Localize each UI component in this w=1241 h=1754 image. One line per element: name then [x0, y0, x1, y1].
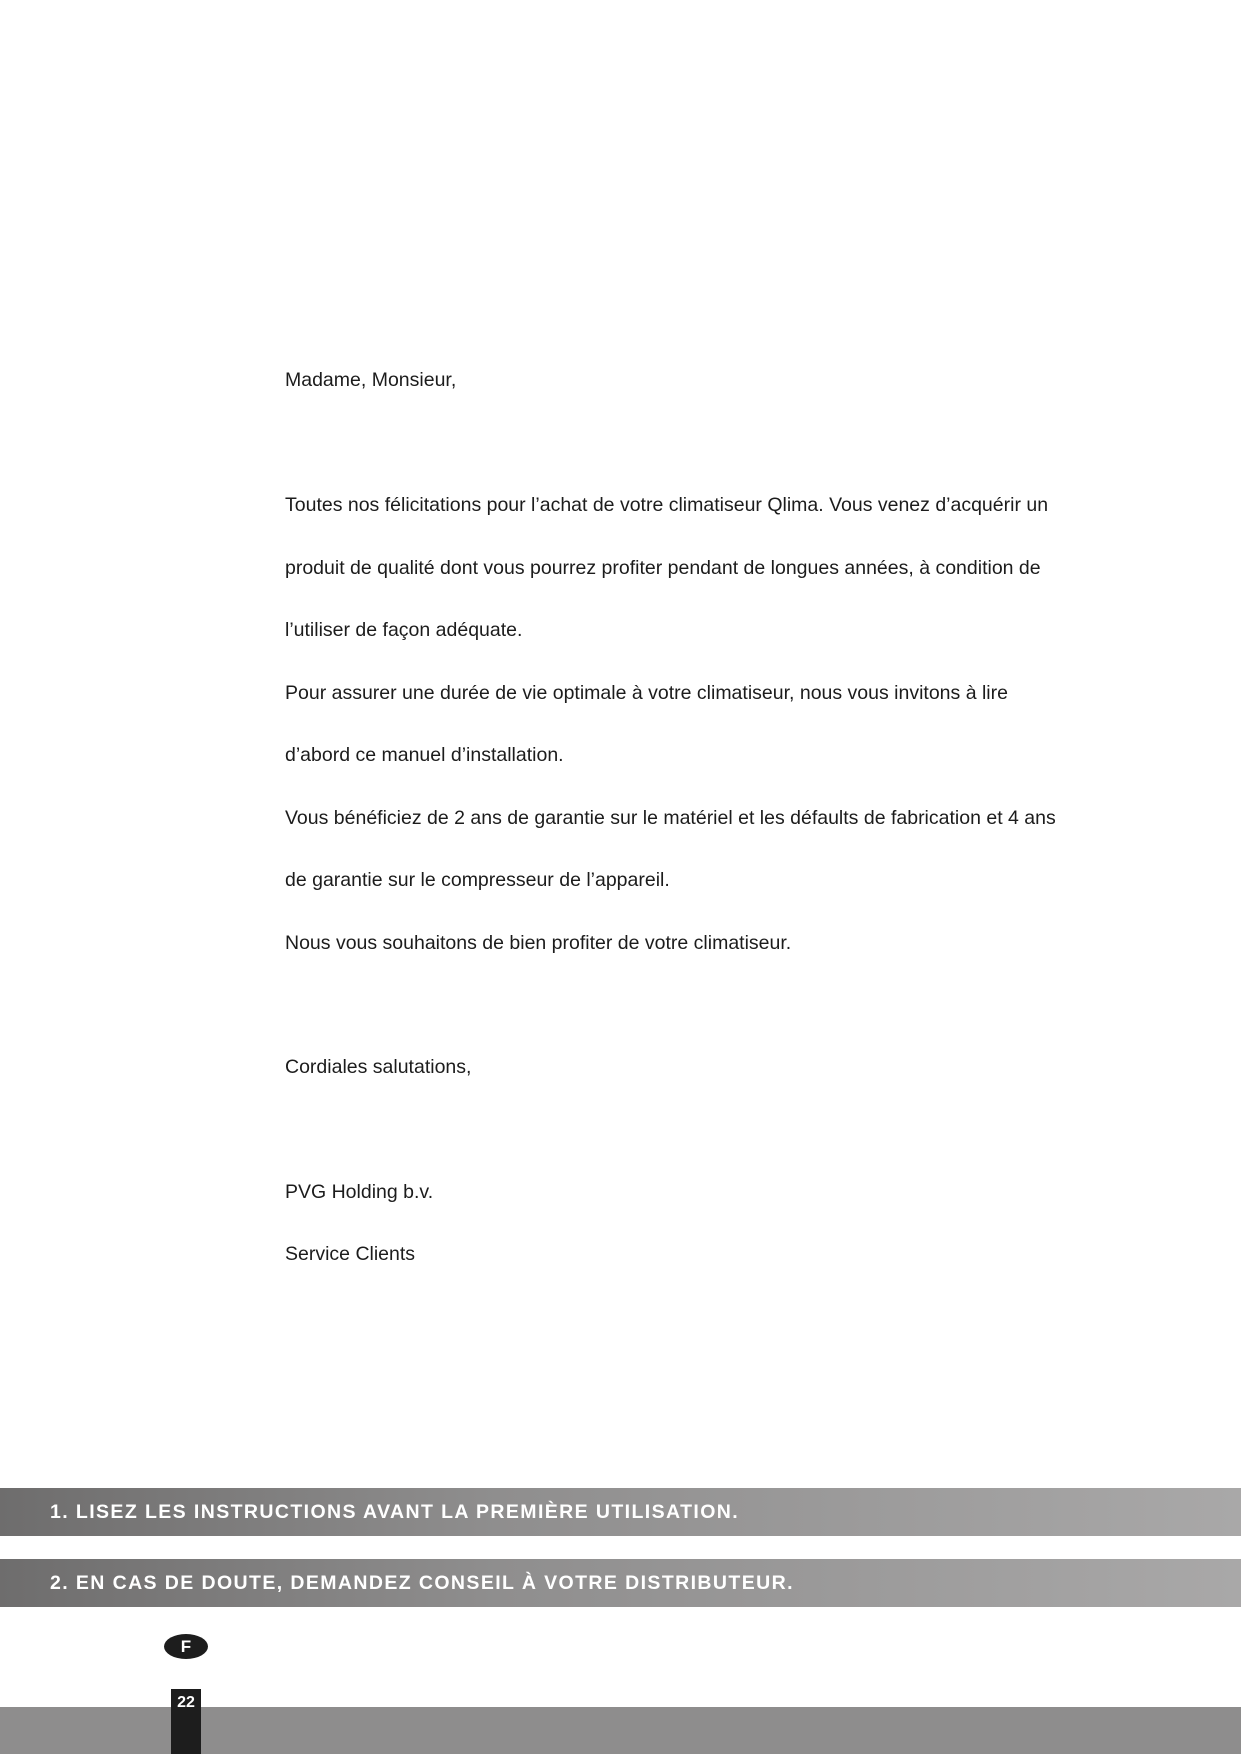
letter-salutation: Madame, Monsieur, — [285, 369, 457, 391]
letter-company: PVG Holding b.v. — [285, 1181, 434, 1203]
letter-department: Service Clients — [285, 1243, 416, 1265]
notice-band-2 — [0, 1559, 1241, 1607]
letter-paragraph-line: Toutes nos félicitations pour l’achat de votre climatiseur Qlima. Vous venez d’acquérir un — [285, 494, 1049, 516]
letter-paragraph-line: produit de qualité dont vous pourrez profiter pendant de longues années, à condition de — [285, 557, 1041, 579]
letter-paragraph-line: Vous bénéficiez de 2 ans de garantie sur le matériel et les défaults de fabrication et 4 ans — [285, 807, 1056, 829]
page-number-tab — [171, 1689, 201, 1754]
letter-paragraph-line: Nous vous souhaitons de bien profiter de votre climatiseur. — [285, 932, 792, 954]
letter-paragraph-line: d’abord ce manuel d’installation. — [285, 744, 564, 766]
letter-closing: Cordiales salutations, — [285, 1056, 472, 1078]
letter-paragraph-line: de garantie sur le compresseur de l’appareil. — [285, 869, 670, 891]
letter-paragraph-line: Pour assurer une durée de vie optimale à votre climatiseur, nous vous invitons à lire — [285, 682, 1008, 704]
page-number: 22 — [177, 1694, 195, 1711]
notice-text-1: 1. LISEZ LES INSTRUCTIONS AVANT LA PREMIÈRE UTILISATION. — [50, 1501, 740, 1523]
notice-band-1 — [0, 1488, 1241, 1536]
letter-paragraph-line: l’utiliser de façon adéquate. — [285, 619, 523, 641]
notice-text-2: 2. EN CAS DE DOUTE, DEMANDEZ CONSEIL À VOTRE DISTRIBUTEUR. — [50, 1572, 794, 1594]
language-badge: F — [164, 1634, 208, 1659]
